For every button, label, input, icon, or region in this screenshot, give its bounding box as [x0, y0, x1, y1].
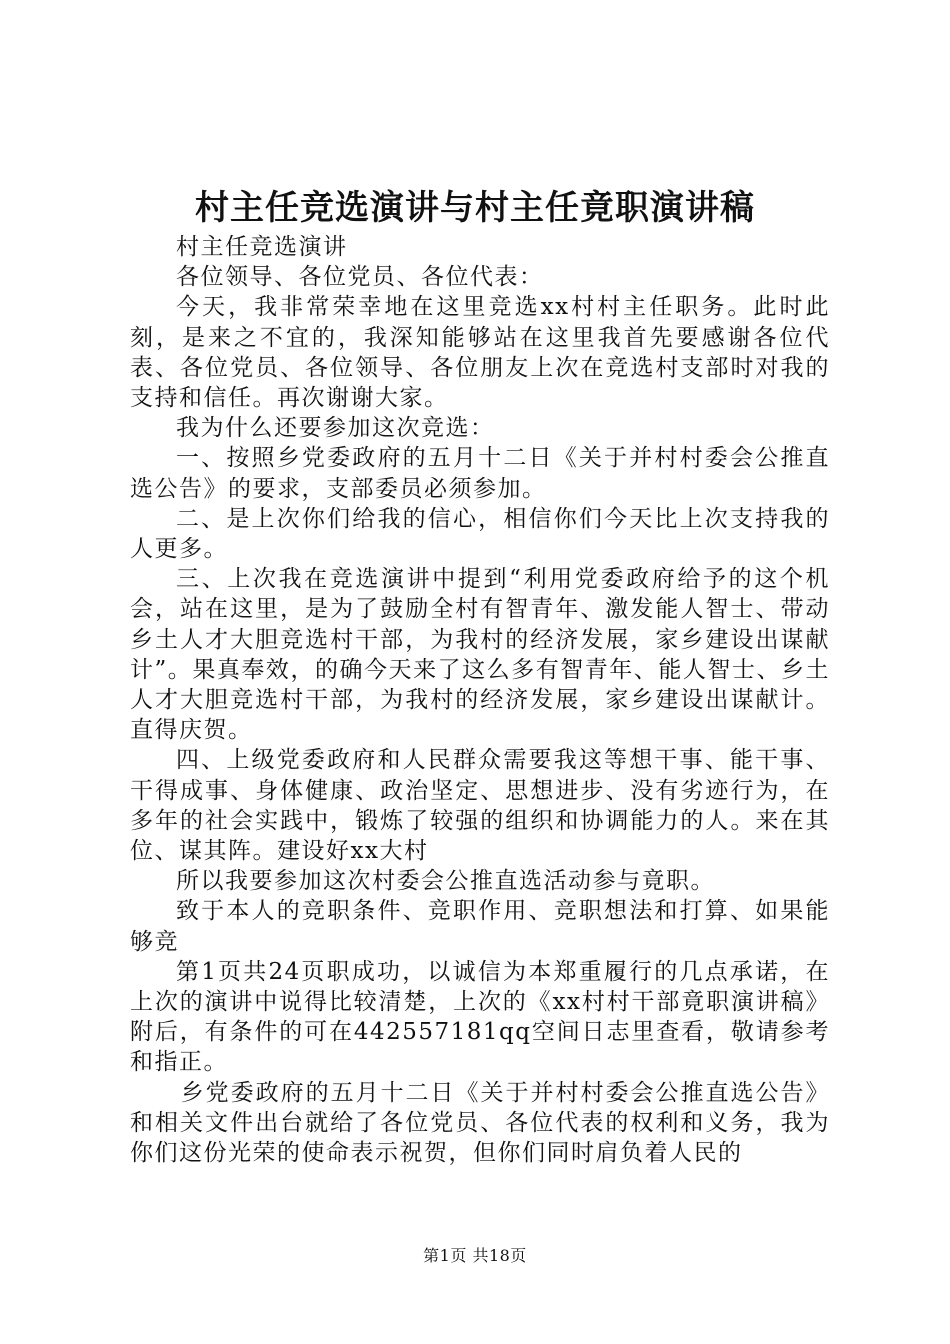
paragraph: 致于本人的竞职条件、竞职作用、竞职想法和打算、如果能够竞	[130, 898, 830, 955]
paragraph: 二、是上次你们给我的信心，相信你们今天比上次支持我的人更多。	[130, 505, 830, 563]
paragraph: 第1页共24页职成功，以诚信为本郑重履行的几点承诺，在上次的演讲中说得比较清楚，上次的《xx村村干部竟职演讲稿》附后，有条件的可在442557181qq空间日志里查看，敬请参考和指正。	[130, 958, 830, 1076]
paragraph: 三、上次我在竞选演讲中提到“利用党委政府给予的这个机会，站在这里，是为了鼓励全村有智青年、激发能人智士、带动乡土人才大胆竞选村干部，为我村的经济发展，家乡建设出谋献计”。果真奉效，的确今天来了这么多有智青年、能人智士、乡土人才大胆竞选村干部，为我村的经济发展，家乡建设出谋献计。直得庆贺。	[130, 566, 830, 744]
paragraph: 四、上级党委政府和人民群众需要我这等想干事、能干事、干得成事、身体健康、政治坚定、思想进步、没有劣迹行为，在多年的社会实践中，锻炼了较强的组织和协调能力的人。来在其位、谋其阵。建设好xx大村	[130, 747, 830, 865]
document-title: 村主任竞选演讲与村主任竟职演讲稿	[195, 188, 755, 228]
paragraph: 所以我要参加这次村委会公推直选活动参与竟职。	[176, 868, 715, 895]
paragraph: 各位领导、各位党员、各位代表：	[176, 264, 544, 291]
paragraph: 一、按照乡党委政府的五月十二日《关于并村村委会公推直选公告》的要求，支部委员必须参加。	[130, 445, 830, 502]
paragraph: 村主任竞选演讲	[176, 234, 348, 260]
document-body	[130, 232, 830, 1168]
page-footer: 第1页 共18页	[423, 1246, 527, 1265]
paragraph: 我为什么还要参加这次竞选：	[176, 415, 495, 442]
paragraph: 今天，我非常荣幸地在这里竞选xx村村主任职务。此时此刻，是来之不宜的，我深知能够站在这里我首先要感谢各位代表、各位党员、各位领导、各位朋友上次在竞选村支部时对我的支持和信任。再次谢谢大家。	[130, 294, 830, 412]
paragraph: 乡党委政府的五月十二日《关于并村村委会公推直选公告》和相关文件出台就给了各位党员、各位代表的权利和义务，我为你们这份光荣的使命表示祝贺，但你们同时肩负着人民的	[130, 1079, 830, 1167]
